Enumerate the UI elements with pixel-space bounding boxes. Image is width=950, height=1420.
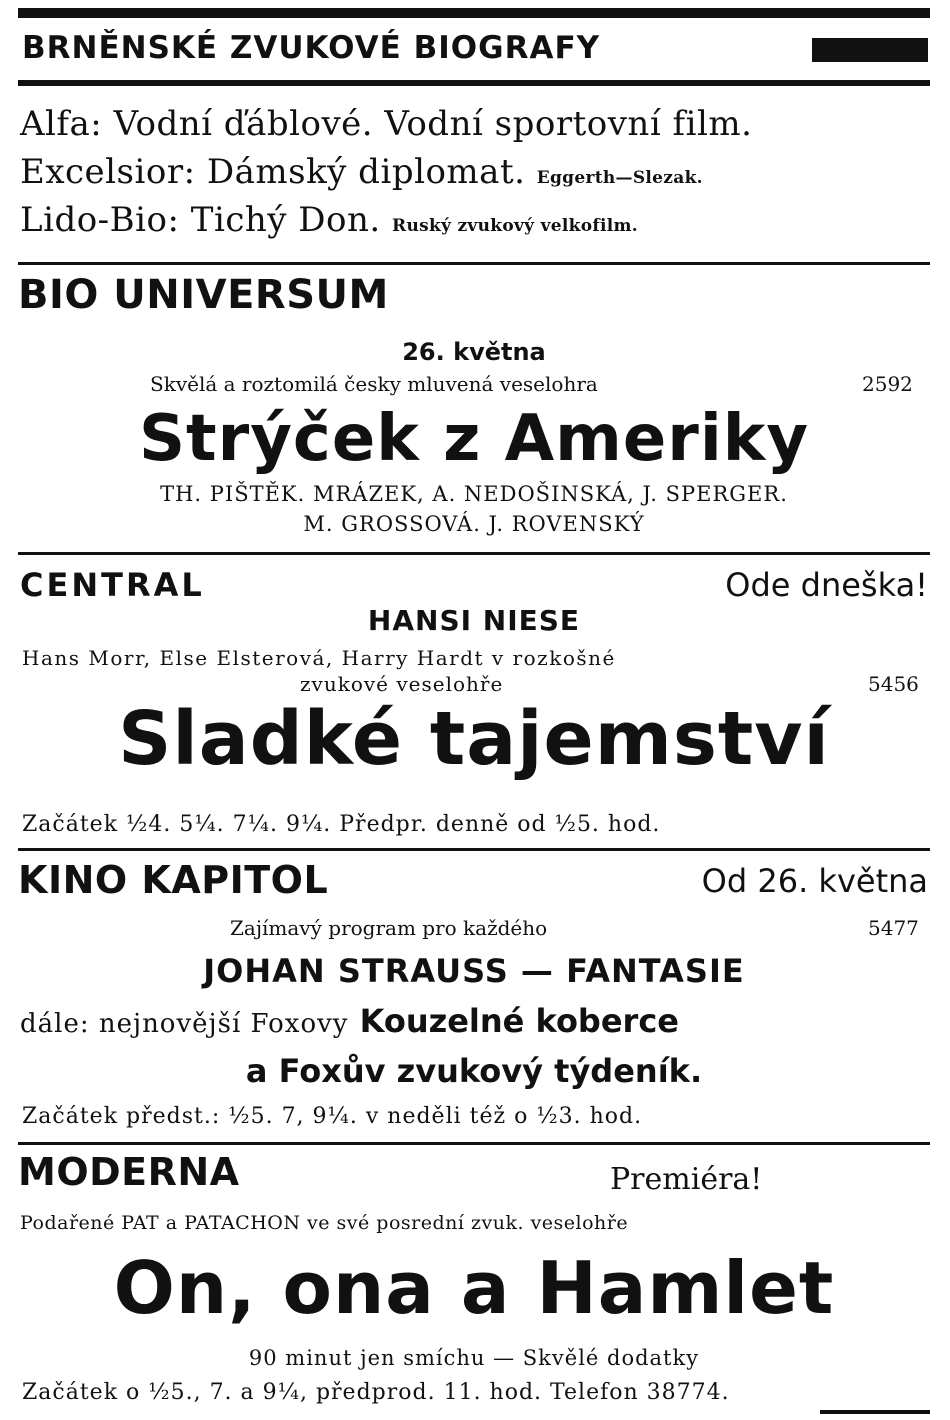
central-venue: CENTRAL (20, 566, 205, 604)
moderna-minutes: 90 minut jen smíchu — Skvělé dodatky (248, 1346, 700, 1370)
bottom-rule-fragment (820, 1410, 930, 1414)
kapitol-feature: JOHAN STRAUSS — FANTASIE (203, 952, 745, 990)
central-times: Začátek ½4. 5¼. 7¼. 9¼. Předpr. denně od ½5. hod. (22, 812, 661, 837)
kapitol-also-line1 (20, 1002, 679, 1040)
central-code: 5456 (868, 672, 919, 696)
central-since: Ode dneška! (725, 566, 928, 604)
universum-venue: BIO UNIVERSUM (18, 272, 389, 318)
central-desc-line1: Hans Morr, Else Elsterová, Harry Hardt v rozkošné (22, 646, 616, 670)
moderna-venue: MODERNA (18, 1150, 240, 1194)
cinema-lido (20, 200, 638, 240)
moderna-times: Začátek o ½5., 7. a 9¼, předprod. 11. hod. Telefon 38774. (22, 1380, 730, 1405)
cinema-lido-name: Lido-Bio: (20, 200, 180, 240)
kapitol-venue: KINO KAPITOL (18, 858, 329, 902)
cinema-excelsior-name: Excelsior: (20, 152, 196, 192)
cinema-alfa-name: Alfa: (20, 104, 103, 144)
kapitol-also-bold: Kouzelné koberce (359, 1002, 679, 1040)
central-desc-line2: zvukové veselohře (300, 672, 504, 696)
cinema-alfa-text: Vodní ďáblové. Vodní sportovní film. (113, 104, 753, 144)
rule-2 (18, 552, 930, 555)
kapitol-since: Od 26. května (701, 862, 928, 900)
kapitol-times: Začátek předst.: ½5. 7, 9¼. v neděli též o ½3. hod. (22, 1104, 643, 1129)
cinema-excelsior (20, 152, 703, 192)
cinema-excelsior-text: Dámský diplomat. (206, 152, 526, 192)
cinema-lido-note: Ruský zvukový velkofilm. (392, 216, 638, 236)
kapitol-code: 5477 (868, 916, 919, 940)
universum-cast-line1: TH. PIŠTĚK. MRÁZEK, A. NEDOŠINSKÁ, J. SPERGER. (160, 482, 788, 506)
cinema-alfa (20, 104, 752, 144)
header-rule (18, 80, 930, 86)
kapitol-also-line2: a Foxův zvukový týdeník. (245, 1052, 703, 1090)
header-title: BRNĚNSKÉ ZVUKOVÉ BIOGRAFY (22, 30, 601, 66)
universum-cast-line2: M. GROSSOVÁ. J. ROVENSKÝ (303, 512, 645, 536)
kapitol-tagline: Zajímavý program pro každého (230, 916, 548, 940)
kapitol-also-prefix: dále: nejnovější Foxovy (20, 1009, 349, 1039)
moderna-label: Premiéra! (610, 1162, 763, 1197)
moderna-film-title: On, ona a Hamlet (113, 1246, 835, 1330)
cinema-lido-text: Tichý Don. (190, 200, 381, 240)
rule-3 (18, 848, 930, 851)
central-star: HANSI NIESE (367, 604, 581, 637)
rule-4 (18, 1142, 930, 1145)
central-film-title: Sladké tajemství (118, 696, 830, 782)
rule-1 (18, 262, 930, 265)
header-black-block (812, 38, 928, 62)
universum-date: 26. května (402, 338, 546, 366)
universum-film-title: Strýček z Ameriky (138, 402, 810, 476)
cinema-excelsior-note: Eggerth—Slezak. (536, 168, 703, 188)
universum-code: 2592 (862, 372, 913, 396)
universum-tagline: Skvělá a roztomilá česky mluvená veselohra (150, 372, 598, 396)
moderna-tagline: Podařené PAT a PATACHON ve své posrední zvuk. veselohře (20, 1212, 629, 1234)
top-rule (18, 8, 930, 18)
